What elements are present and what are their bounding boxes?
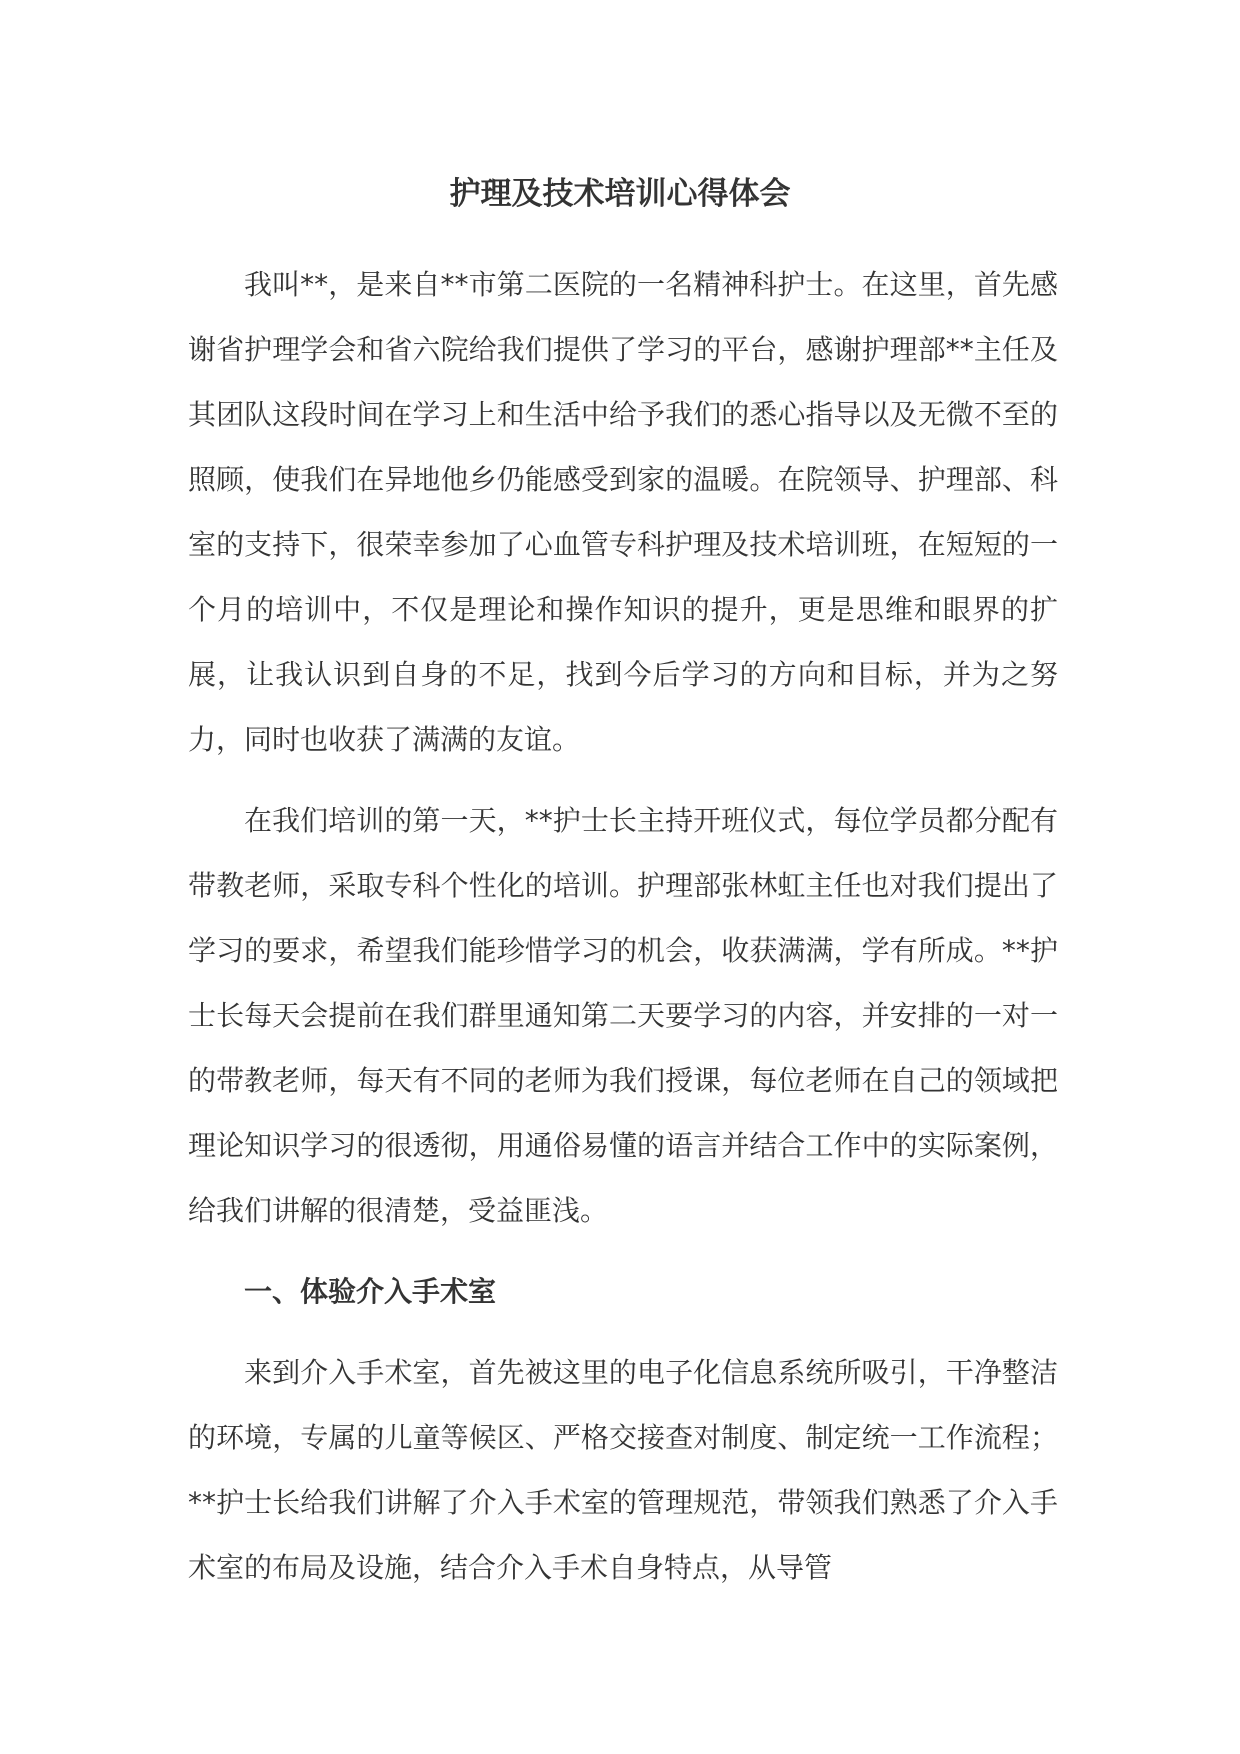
paragraph-intro: 我叫**，是来自**市第二医院的一名精神科护士。在这里，首先感谢省护理学会和省六院给我们提供了学习的平台，感谢护理部**主任及其团队这段时间在学习上和生活中给予我们的悉心指导以及无微不至的照顾，使我们在异地他乡仍能感受到家的温暖。在院领导、护理部、科室的支持下，很荣幸参加了心血管专科护理及技术培训班，在短短的一个月的培训中，不仅是理论和操作知识的提升，更是思维和眼界的扩展，让我认识到自身的不足，找到今后学习的方向和目标，并为之努力，同时也收获了满满的友谊。 — [188, 268, 1058, 756]
document-title: 护理及技术培训心得体会 — [449, 176, 791, 212]
section-heading: 一、体验介入手术室 — [244, 1275, 497, 1308]
paragraph-training-first-day: 在我们培训的第一天，**护士长主持开班仪式，每位学员都分配有带教老师，采取专科个性化的培训。护理部张林虹主任也对我们提出了学习的要求，希望我们能珍惜学习的机会，收获满满，学有所成。**护士长每天会提前在我们群里通知第二天要学习的内容，并安排的一对一的带教老师，每天有不同的老师为我们授课，每位老师在自己的领域把理论知识学习的很透彻，用通俗易懂的语言并结合工作中的实际案例，给我们讲解的很清楚，受益匪浅。 — [188, 804, 1058, 1227]
paragraph-intervention-room: 来到介入手术室，首先被这里的电子化信息系统所吸引，干净整洁的环境，专属的儿童等候区、严格交接查对制度、制定统一工作流程；**护士长给我们讲解了介入手术室的管理规范，带领我们熟悉了介入手术室的布局及设施，结合介入手术自身特点，从导管 — [188, 1356, 1058, 1584]
document-body — [188, 252, 1058, 1600]
